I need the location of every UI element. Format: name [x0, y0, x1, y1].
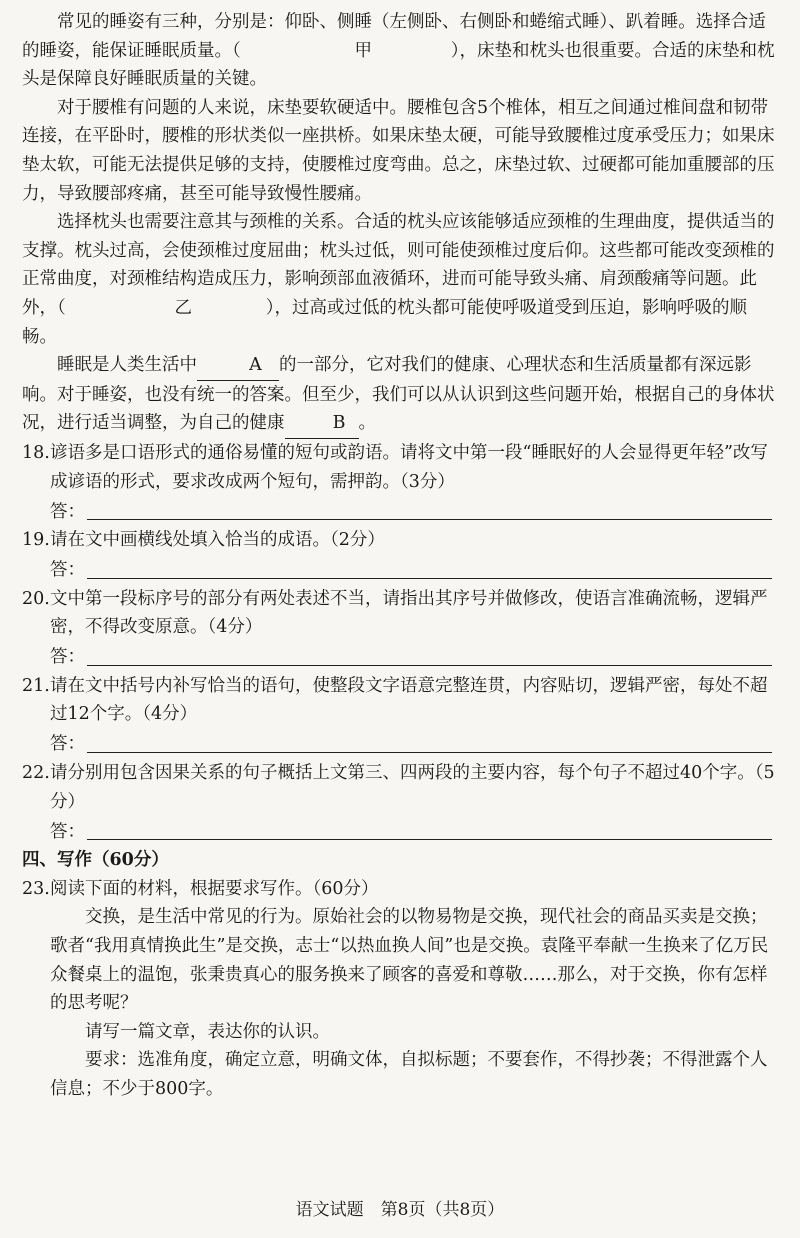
question-18 [22, 439, 776, 496]
question-number: 19. [22, 530, 50, 551]
question-text: 请分别用包含因果关系的句子概括上文第三、四两段的主要内容，每个句子不超过40个字。（5分） [50, 763, 775, 812]
answer-label: 答： [50, 821, 85, 842]
p4-text-b: 的一部分，它对我们的健康、心理状态和生活质量都有深远影响。对于睡姿，也没有统一的答案。但至少，我们可以从认识到这些问题开始，根据自己的身体状况，进行适当调整，为自己的健康 [22, 355, 775, 434]
answer-underline[interactable] [87, 578, 772, 579]
question-text: 请在文中括号内补写恰当的语句，使整段文字语意完整连贯，内容贴切，逻辑严密，每处不超过12个字。（4分） [50, 675, 768, 725]
answer-underline[interactable] [87, 519, 772, 520]
answer-label: 答： [50, 560, 85, 581]
p4-text-a: 睡眠是人类生活中 [57, 355, 197, 376]
writing-material: 交换，是生活中常见的行为。原始社会的以物易物是交换，现代社会的商品买卖是交换；歌者“我用真情换此生”是交换，志士“以热血换人间”也是交换。袁隆平奉献一生换来了亿万民众餐桌上的温饱，张秉贵真心的服务换来了顾客的喜爱和尊敬……那么，对于交换，你有怎样的思考呢？ [50, 907, 769, 1014]
question-text: 文中第一段标序号的部分有两处表述不当，请指出其序号并做修改，使语言准确流畅，逻辑严密，不得改变原意。（4分） [50, 588, 768, 638]
section-heading-writing: 四、写作（60分） [22, 850, 169, 871]
answer-line-18[interactable] [22, 496, 776, 526]
blank-jia[interactable]: 甲 [354, 40, 372, 61]
writing-instruction: 请写一篇文章，表达你的认识。 [85, 1021, 330, 1042]
p4-text-c: 。 [358, 413, 376, 434]
question-23 [22, 875, 776, 904]
answer-underline[interactable] [87, 839, 772, 840]
p1-text-before: 常见的睡姿有三种，分别是：仰卧、侧睡（左侧卧、右侧卧和蜷缩式睡）、趴着睡。选择合适的睡姿，能保证睡眠质量。（ [22, 12, 766, 61]
answer-label: 答： [50, 501, 85, 522]
answer-line-19[interactable] [22, 555, 776, 585]
blank-b[interactable]: B [285, 409, 359, 439]
answer-label: 答： [50, 647, 85, 668]
answer-label: 答： [50, 734, 85, 755]
p3-text-before: 选择枕头也需要注意其与颈椎的关系。合适的枕头应该能够适应颈椎的生理曲度，提供适当的支撑。枕头过高，会使颈椎过度屈曲；枕头过低，则可能使颈椎过度后仰。这些都可能改变颈椎的正常曲度，对颈椎结构造成压力，影响颈部血液循环，进而可能导致头痛、肩颈酸痛等问题。此外，（ [22, 212, 775, 318]
page-footer: 语文试题 第8页（共8页） [295, 1200, 505, 1220]
passage-paragraph-2: 对于腰椎有问题的人来说，床垫要软硬适中。腰椎包含5个椎体，相互之间通过椎间盘和韧带连接，在平卧时，腰椎的形状类似一座拱桥。如果床垫太硬，可能导致腰椎过度承受压力；如果床垫太软，可能无法提供足够的支持，使腰椎过度弯曲。总之，床垫过软、过硬都可能加重腰部的压力，导致腰部疼痛，甚至可能导致慢性腰痛。 [22, 97, 775, 204]
question-19 [22, 526, 776, 555]
question-number: 18. [22, 442, 50, 463]
answer-underline[interactable] [87, 752, 772, 753]
question-20 [22, 585, 776, 642]
question-text: 阅读下面的材料，根据要求写作。（60分） [50, 878, 379, 899]
blank-yi[interactable]: 乙 [174, 297, 192, 318]
question-text: 谚语多是口语形式的通俗易懂的短句或韵语。请将文中第一段“睡眠好的人会显得更年轻”改写成谚语的形式，要求改成两个短句，需押韵。（3分） [50, 442, 768, 492]
answer-line-20[interactable] [22, 642, 776, 672]
answer-underline[interactable] [87, 665, 772, 666]
p1-text-after: ），床垫和枕头也很重要。合适的床垫和枕头是保障良好睡眠质量的关键。 [22, 40, 775, 90]
blank-a[interactable]: A [197, 351, 279, 381]
question-text: 请在文中画横线处填入恰当的成语。（2分） [50, 530, 385, 551]
p3-text-after: ），过高或过低的枕头都可能使呼吸道受到压迫，影响呼吸的顺畅。 [22, 297, 747, 347]
question-number: 22. [22, 763, 50, 784]
question-number: 23. [22, 878, 50, 899]
question-21 [22, 672, 776, 729]
answer-line-22[interactable] [22, 816, 776, 846]
passage-paragraph-1 [22, 8, 776, 94]
question-number: 20. [22, 588, 50, 609]
passage-paragraph-3 [22, 208, 776, 351]
passage-paragraph-4 [22, 351, 776, 439]
answer-line-21[interactable] [22, 729, 776, 759]
writing-requirements: 要求：选准角度，确定立意，明确文体，自拟标题；不要套作，不得抄袭；不得泄露个人信息；不少于800字。 [50, 1050, 768, 1099]
question-number: 21. [22, 675, 50, 696]
question-22 [22, 759, 776, 816]
